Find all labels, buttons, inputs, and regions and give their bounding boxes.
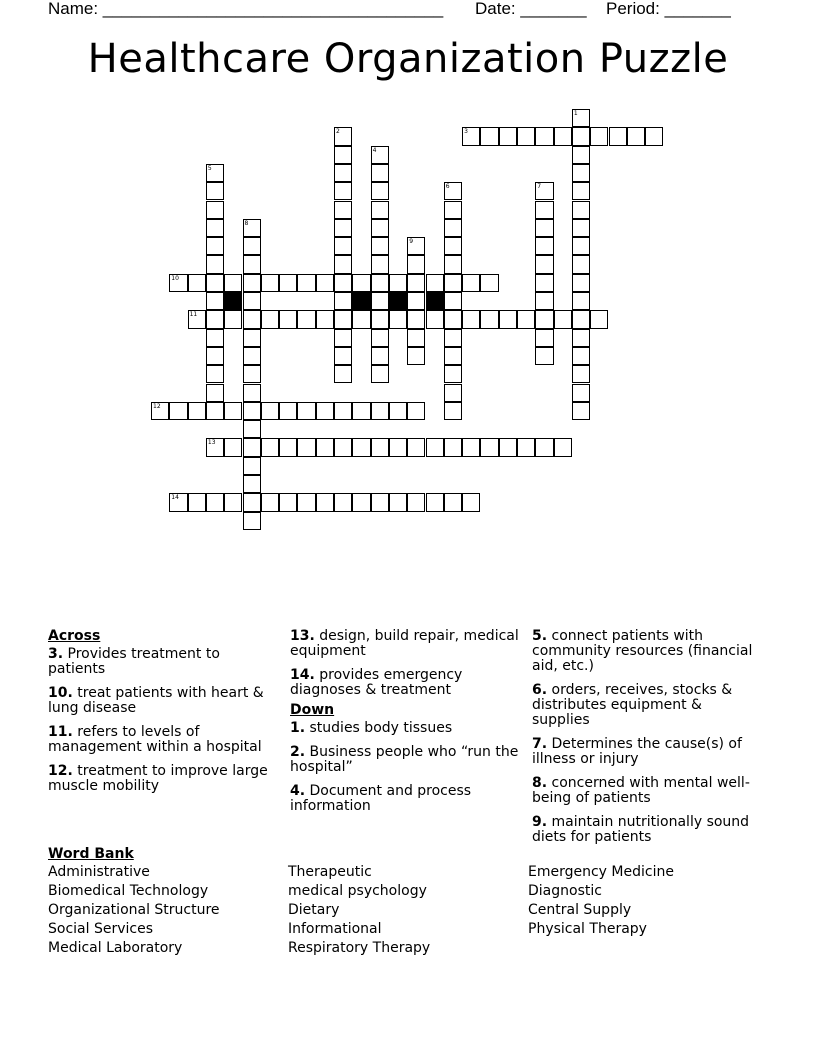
clues-column-1 xyxy=(48,629,278,803)
grid-cell[interactable] xyxy=(444,237,462,255)
grid-cell[interactable] xyxy=(206,329,224,347)
grid-cell[interactable] xyxy=(334,310,352,328)
word-bank-heading: Word Bank xyxy=(48,846,134,862)
grid-cell[interactable] xyxy=(371,219,389,237)
grid-cell[interactable] xyxy=(279,402,297,420)
grid-cell[interactable] xyxy=(206,274,224,292)
grid-cell[interactable] xyxy=(480,127,498,145)
grid-cell[interactable] xyxy=(206,384,224,402)
clue-number: 7 xyxy=(537,183,542,191)
grid-cell[interactable] xyxy=(572,182,590,200)
grid-cell[interactable] xyxy=(297,310,315,328)
clue-number-label: 13. xyxy=(290,628,315,644)
grid-cell[interactable] xyxy=(517,127,535,145)
grid-cell[interactable] xyxy=(535,329,553,347)
down-clue xyxy=(532,629,762,674)
grid-cell[interactable] xyxy=(444,182,462,200)
clue-number: 11 xyxy=(189,311,198,319)
grid-cell[interactable] xyxy=(206,164,224,182)
word-bank-column-3 xyxy=(528,863,674,939)
across-heading: Across xyxy=(48,628,101,644)
grid-cell[interactable] xyxy=(554,310,572,328)
grid-cell[interactable] xyxy=(517,310,535,328)
grid-cell[interactable] xyxy=(444,201,462,219)
clue-number: 10 xyxy=(171,274,179,282)
grid-cell[interactable] xyxy=(206,182,224,200)
grid-cell[interactable] xyxy=(407,347,425,365)
grid-cell[interactable] xyxy=(480,310,498,328)
grid-block xyxy=(426,292,444,310)
grid-cell[interactable] xyxy=(169,402,187,420)
clue-text: Business people who “run the hospital” xyxy=(290,744,519,775)
grid-cell[interactable] xyxy=(535,219,553,237)
clue-text: Determines the cause(s) of illness or injury xyxy=(532,736,742,767)
grid-cell[interactable] xyxy=(261,310,279,328)
grid-cell[interactable] xyxy=(243,512,261,530)
clue-number: 9 xyxy=(409,238,414,246)
grid-cell[interactable] xyxy=(444,292,462,310)
clue-number-label: 14. xyxy=(290,667,315,683)
clue-number-label: 5. xyxy=(532,628,548,644)
across-clue xyxy=(290,668,520,698)
grid-cell[interactable] xyxy=(554,438,572,456)
grid-cell[interactable] xyxy=(261,493,279,511)
clue-number: 13 xyxy=(207,439,216,447)
grid-cell[interactable] xyxy=(297,402,315,420)
grid-cell[interactable] xyxy=(334,292,352,310)
across-clue xyxy=(48,686,278,716)
period-field[interactable]: Period: _______ xyxy=(606,0,731,18)
grid-cell[interactable] xyxy=(169,493,187,511)
grid-cell[interactable] xyxy=(407,402,425,420)
clue-text: Document and process information xyxy=(290,783,472,814)
grid-cell[interactable] xyxy=(261,438,279,456)
clue-number-label: 11. xyxy=(48,724,73,740)
grid-cell[interactable] xyxy=(517,438,535,456)
grid-cell[interactable] xyxy=(572,164,590,182)
grid-cell[interactable] xyxy=(535,274,553,292)
grid-cell[interactable] xyxy=(243,365,261,383)
grid-block xyxy=(389,292,407,310)
grid-cell[interactable] xyxy=(535,292,553,310)
grid-cell[interactable] xyxy=(645,127,663,145)
clue-number-label: 3. xyxy=(48,646,64,662)
clue-text: maintain nutritionally sound diets for patients xyxy=(532,814,750,845)
grid-cell[interactable] xyxy=(426,310,444,328)
grid-cell[interactable] xyxy=(572,201,590,219)
word-bank-item: Administrative xyxy=(48,864,150,880)
grid-cell[interactable] xyxy=(224,274,242,292)
clue-number: 1 xyxy=(573,110,578,117)
grid-cell[interactable] xyxy=(462,493,480,511)
grid-cell[interactable] xyxy=(535,255,553,273)
grid-cell[interactable] xyxy=(444,329,462,347)
grid-cell[interactable] xyxy=(389,493,407,511)
grid-cell[interactable] xyxy=(371,402,389,420)
grid-cell[interactable] xyxy=(535,182,553,200)
grid-cell[interactable] xyxy=(206,402,224,420)
grid-cell[interactable] xyxy=(371,310,389,328)
down-heading: Down xyxy=(290,702,335,718)
clue-number-label: 2. xyxy=(290,744,306,760)
grid-cell[interactable] xyxy=(334,274,352,292)
grid-cell[interactable] xyxy=(206,292,224,310)
down-clue xyxy=(290,745,520,775)
grid-cell[interactable] xyxy=(462,310,480,328)
grid-cell[interactable] xyxy=(407,329,425,347)
word-bank-item: Central Supply xyxy=(528,902,632,918)
across-clue xyxy=(290,629,520,659)
grid-cell[interactable] xyxy=(261,274,279,292)
grid-cell[interactable] xyxy=(334,219,352,237)
grid-cell[interactable] xyxy=(371,493,389,511)
clue-text: orders, receives, stocks & distributes equipment & supplies xyxy=(532,682,733,728)
grid-cell[interactable] xyxy=(444,219,462,237)
word-bank-column-2 xyxy=(288,863,430,958)
clues-column-2 xyxy=(290,629,520,823)
grid-cell[interactable] xyxy=(371,329,389,347)
grid-cell[interactable] xyxy=(261,402,279,420)
clue-number-label: 10. xyxy=(48,685,73,701)
grid-cell[interactable] xyxy=(371,255,389,273)
grid-cell[interactable] xyxy=(243,329,261,347)
clue-text: design, build repair, medical equipment xyxy=(290,628,519,659)
grid-cell[interactable] xyxy=(334,255,352,273)
clue-text: provides emergency diagnoses & treatment xyxy=(290,667,463,698)
word-bank-item: Biomedical Technology xyxy=(48,883,209,899)
clue-number: 12 xyxy=(153,402,161,410)
word-bank-item: Informational xyxy=(288,921,382,937)
down-clue xyxy=(532,776,762,806)
grid-cell[interactable] xyxy=(316,310,334,328)
grid-cell[interactable] xyxy=(499,127,517,145)
grid-cell[interactable] xyxy=(407,255,425,273)
date-field[interactable]: Date: _______ xyxy=(475,0,587,18)
grid-cell[interactable] xyxy=(627,127,645,145)
grid-cell[interactable] xyxy=(426,493,444,511)
down-clue xyxy=(290,784,520,814)
grid-cell[interactable] xyxy=(206,365,224,383)
grid-cell[interactable] xyxy=(572,237,590,255)
grid-cell[interactable] xyxy=(371,146,389,164)
grid-cell[interactable] xyxy=(462,438,480,456)
grid-cell[interactable] xyxy=(206,438,224,456)
grid-cell[interactable] xyxy=(407,292,425,310)
grid-cell[interactable] xyxy=(243,255,261,273)
grid-cell[interactable] xyxy=(609,127,627,145)
grid-cell[interactable] xyxy=(480,438,498,456)
grid-cell[interactable] xyxy=(444,402,462,420)
grid-cell[interactable] xyxy=(535,310,553,328)
grid-cell[interactable] xyxy=(334,438,352,456)
grid-cell[interactable] xyxy=(243,475,261,493)
clue-number-label: 12. xyxy=(48,763,73,779)
clue-number: 2 xyxy=(336,128,340,136)
grid-cell[interactable] xyxy=(243,292,261,310)
grid-cell[interactable] xyxy=(243,493,261,511)
grid-cell[interactable] xyxy=(426,438,444,456)
clue-text: studies body tissues xyxy=(305,720,453,736)
grid-cell[interactable] xyxy=(297,274,315,292)
clue-number-label: 1. xyxy=(290,720,306,736)
grid-cell[interactable] xyxy=(444,347,462,365)
grid-cell[interactable] xyxy=(572,347,590,365)
grid-cell[interactable] xyxy=(224,402,242,420)
grid-cell[interactable] xyxy=(371,292,389,310)
grid-cell[interactable] xyxy=(334,164,352,182)
grid-cell[interactable] xyxy=(243,402,261,420)
clue-number-label: 8. xyxy=(532,775,548,791)
grid-cell[interactable] xyxy=(334,201,352,219)
grid-cell[interactable] xyxy=(243,310,261,328)
grid-cell[interactable] xyxy=(590,127,608,145)
down-clue xyxy=(532,737,762,767)
grid-cell[interactable] xyxy=(499,310,517,328)
grid-cell[interactable] xyxy=(243,420,261,438)
grid-cell[interactable] xyxy=(407,274,425,292)
grid-cell[interactable] xyxy=(572,255,590,273)
grid-cell[interactable] xyxy=(334,182,352,200)
grid-cell[interactable] xyxy=(444,274,462,292)
grid-cell[interactable] xyxy=(279,438,297,456)
clue-number: 6 xyxy=(445,183,450,191)
grid-cell[interactable] xyxy=(206,237,224,255)
grid-cell[interactable] xyxy=(572,146,590,164)
grid-cell[interactable] xyxy=(243,438,261,456)
word-bank-item: Diagnostic xyxy=(528,883,602,899)
grid-cell[interactable] xyxy=(243,384,261,402)
grid-cell[interactable] xyxy=(535,127,553,145)
grid-cell[interactable] xyxy=(243,347,261,365)
grid-cell[interactable] xyxy=(407,237,425,255)
word-bank-column-1 xyxy=(48,863,220,958)
grid-cell[interactable] xyxy=(316,402,334,420)
across-clue xyxy=(48,647,278,677)
grid-cell[interactable] xyxy=(444,384,462,402)
grid-cell[interactable] xyxy=(224,493,242,511)
clue-number: 14 xyxy=(171,494,179,502)
clue-number-label: 7. xyxy=(532,736,548,752)
puzzle-title: Healthcare Organization Puzzle xyxy=(87,36,729,82)
grid-cell[interactable] xyxy=(206,310,224,328)
grid-cell[interactable] xyxy=(371,274,389,292)
grid-cell[interactable] xyxy=(352,310,370,328)
down-clue xyxy=(532,683,762,728)
grid-cell[interactable] xyxy=(316,274,334,292)
grid-cell[interactable] xyxy=(334,237,352,255)
grid-cell[interactable] xyxy=(572,292,590,310)
grid-cell[interactable] xyxy=(224,438,242,456)
clues-column-3 xyxy=(532,629,762,854)
grid-cell[interactable] xyxy=(188,493,206,511)
word-bank-item: Organizational Structure xyxy=(48,902,220,918)
grid-cell[interactable] xyxy=(352,438,370,456)
grid-cell[interactable] xyxy=(572,329,590,347)
grid-cell[interactable] xyxy=(389,310,407,328)
grid-cell[interactable] xyxy=(499,438,517,456)
grid-cell[interactable] xyxy=(572,402,590,420)
grid-cell[interactable] xyxy=(334,127,352,145)
grid-cell[interactable] xyxy=(334,146,352,164)
grid-cell[interactable] xyxy=(535,237,553,255)
grid-cell[interactable] xyxy=(444,438,462,456)
clue-text: treatment to improve large muscle mobility xyxy=(48,763,268,794)
word-bank-item: Dietary xyxy=(288,902,340,918)
word-bank-item: medical psychology xyxy=(288,883,427,899)
grid-cell[interactable] xyxy=(371,438,389,456)
across-clue xyxy=(48,764,278,794)
grid-cell[interactable] xyxy=(371,164,389,182)
grid-cell[interactable] xyxy=(462,274,480,292)
grid-cell[interactable] xyxy=(334,365,352,383)
clue-number: 4 xyxy=(372,146,377,154)
grid-cell[interactable] xyxy=(407,438,425,456)
grid-cell[interactable] xyxy=(444,310,462,328)
grid-cell[interactable] xyxy=(371,237,389,255)
word-bank-item: Respiratory Therapy xyxy=(288,940,431,956)
grid-cell[interactable] xyxy=(572,384,590,402)
grid-cell[interactable] xyxy=(572,310,590,328)
grid-cell[interactable] xyxy=(279,493,297,511)
grid-cell[interactable] xyxy=(243,274,261,292)
grid-cell[interactable] xyxy=(316,493,334,511)
grid-cell[interactable] xyxy=(371,365,389,383)
grid-cell[interactable] xyxy=(444,255,462,273)
across-clue xyxy=(48,725,278,755)
grid-cell[interactable] xyxy=(535,438,553,456)
word-bank-item: Therapeutic xyxy=(288,864,372,880)
grid-cell[interactable] xyxy=(352,493,370,511)
clue-text: connect patients with community resources (financial aid, etc.) xyxy=(532,628,753,674)
word-bank-item: Social Services xyxy=(48,921,153,937)
name-field[interactable]: Name: ____________________________________ xyxy=(48,0,444,18)
clue-number: 8 xyxy=(244,219,249,227)
grid-block xyxy=(352,292,370,310)
grid-cell[interactable] xyxy=(590,310,608,328)
grid-cell[interactable] xyxy=(188,310,206,328)
grid-cell[interactable] xyxy=(206,347,224,365)
grid-cell[interactable] xyxy=(371,347,389,365)
grid-cell[interactable] xyxy=(279,310,297,328)
grid-cell[interactable] xyxy=(407,310,425,328)
grid-cell[interactable] xyxy=(407,493,425,511)
grid-cell[interactable] xyxy=(572,274,590,292)
grid-cell[interactable] xyxy=(572,127,590,145)
down-clue xyxy=(290,721,520,736)
grid-cell[interactable] xyxy=(371,201,389,219)
clue-number-label: 4. xyxy=(290,783,306,799)
grid-cell[interactable] xyxy=(188,402,206,420)
grid-cell[interactable] xyxy=(334,493,352,511)
grid-cell[interactable] xyxy=(206,201,224,219)
grid-cell[interactable] xyxy=(297,493,315,511)
grid-cell[interactable] xyxy=(535,347,553,365)
grid-cell[interactable] xyxy=(554,127,572,145)
word-bank-item: Medical Laboratory xyxy=(48,940,183,956)
clue-number-label: 9. xyxy=(532,814,548,830)
grid-cell[interactable] xyxy=(352,274,370,292)
grid-cell[interactable] xyxy=(572,109,590,127)
word-bank-item: Physical Therapy xyxy=(528,921,647,937)
clue-number: 5 xyxy=(207,164,212,172)
grid-cell[interactable] xyxy=(334,402,352,420)
grid-cell[interactable] xyxy=(444,493,462,511)
clue-text: refers to levels of management within a hospital xyxy=(48,724,262,755)
grid-cell[interactable] xyxy=(371,182,389,200)
clue-number: 3 xyxy=(464,128,468,136)
grid-cell[interactable] xyxy=(352,402,370,420)
grid-cell[interactable] xyxy=(462,127,480,145)
grid-cell[interactable] xyxy=(389,402,407,420)
grid-cell[interactable] xyxy=(334,329,352,347)
grid-cell[interactable] xyxy=(297,438,315,456)
grid-cell[interactable] xyxy=(279,274,297,292)
grid-cell[interactable] xyxy=(334,347,352,365)
grid-block xyxy=(224,292,242,310)
grid-cell[interactable] xyxy=(389,438,407,456)
grid-cell[interactable] xyxy=(169,274,187,292)
clue-number-label: 6. xyxy=(532,682,548,698)
word-bank-item: Emergency Medicine xyxy=(528,864,674,880)
grid-cell[interactable] xyxy=(206,255,224,273)
grid-cell[interactable] xyxy=(572,365,590,383)
grid-cell[interactable] xyxy=(243,219,261,237)
grid-cell[interactable] xyxy=(206,219,224,237)
grid-cell[interactable] xyxy=(535,201,553,219)
down-clue xyxy=(532,815,762,845)
grid-cell[interactable] xyxy=(389,274,407,292)
grid-cell[interactable] xyxy=(243,457,261,475)
grid-cell[interactable] xyxy=(444,365,462,383)
grid-cell[interactable] xyxy=(480,274,498,292)
clue-text: treat patients with heart & lung disease xyxy=(48,685,264,716)
clue-text: Provides treatment to patients xyxy=(48,646,220,677)
grid-cell[interactable] xyxy=(243,237,261,255)
grid-cell[interactable] xyxy=(426,274,444,292)
grid-cell[interactable] xyxy=(572,219,590,237)
clue-text: concerned with mental well-being of patients xyxy=(532,775,750,806)
grid-cell[interactable] xyxy=(206,493,224,511)
grid-cell[interactable] xyxy=(151,402,169,420)
grid-cell[interactable] xyxy=(316,438,334,456)
grid-cell[interactable] xyxy=(188,274,206,292)
grid-cell[interactable] xyxy=(224,310,242,328)
